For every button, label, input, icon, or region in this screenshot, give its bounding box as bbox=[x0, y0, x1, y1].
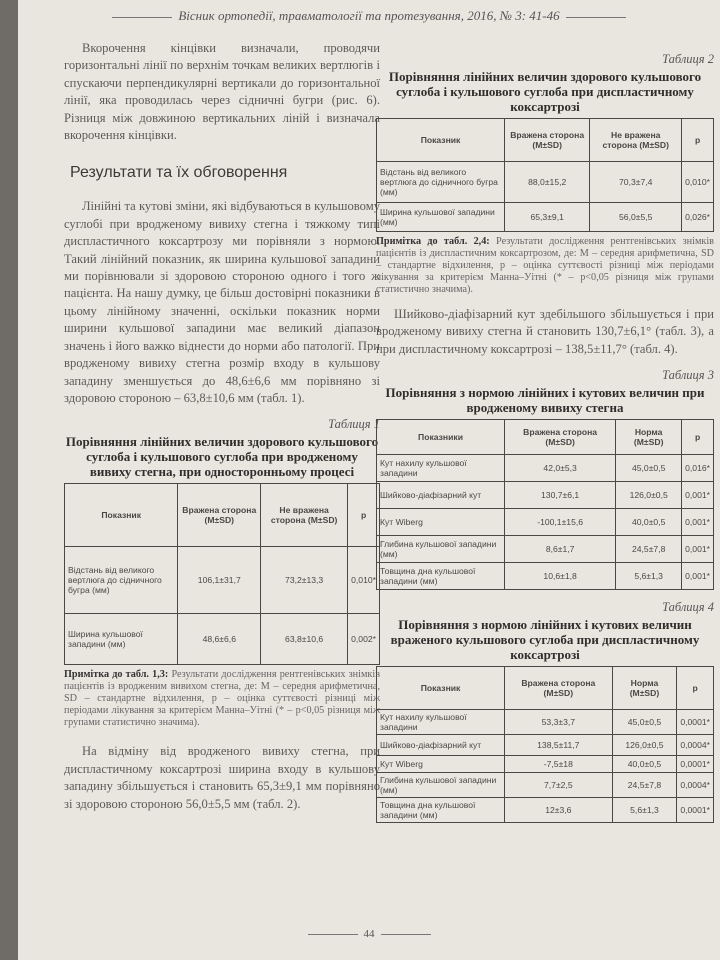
table-cell: 70,3±7,4 bbox=[590, 162, 682, 203]
journal-title: Вісник ортопедії, травматології та протезування, 2016, № 3: 41-46 bbox=[178, 8, 560, 23]
results-paragraph: Лінійні та кутові зміни, які відбуваються в кульшовому суглобі при вродженому вивиху стегна і тяжкому типі диспластичного коксартрозу ми порівняли з нормою. Такий лінійний показник, як ширина кульшової западини ми порівнювали зі здоровою стороною одного і того ж пацієнта. На нашу думку, це більш достовірні показники в цьому лінійному значенні, оскільки показник норми ширини кульшової западини має великий діапазон значень і його важко віднести до норми або патології. При вродженому вивиху стегна розмір входу в кульшову западину зменшується до 48,6±6,6 мм порівняно зі здоровою стороною – 63,8±10,6 мм (табл. 1). bbox=[64, 199, 380, 405]
table-cell: 42,0±5,3 bbox=[505, 455, 616, 482]
header-rule bbox=[112, 17, 172, 18]
table-cell: 0,0001* bbox=[677, 798, 714, 823]
table-header-cell: Вражена сторона (M±SD) bbox=[178, 484, 261, 547]
table3-title: Порівняння з нормою лінійних і кутових величин при вродженому вивиху стегна bbox=[385, 385, 705, 416]
table-cell: Товщина дна кульшової западини (мм) bbox=[377, 563, 505, 590]
table-cell: 88,0±15,2 bbox=[505, 162, 590, 203]
table-header-cell: p bbox=[348, 484, 380, 547]
table-cell: Глибина кульшової западини (мм) bbox=[377, 773, 505, 798]
table-cell: 106,1±31,7 bbox=[178, 547, 261, 614]
table-row bbox=[65, 547, 380, 614]
page-footer bbox=[18, 928, 720, 940]
table4-title: Порівняння з нормою лінійних і кутових величин враженого кульшового суглоба при диспластичному коксартрозі bbox=[390, 617, 700, 663]
table-cell: 5,6±1,3 bbox=[612, 798, 677, 823]
table1-note bbox=[64, 669, 380, 729]
table-cell: 8,6±1,7 bbox=[505, 536, 616, 563]
table-cell: 0,016* bbox=[682, 455, 714, 482]
table-cell: 24,5±7,8 bbox=[612, 773, 677, 798]
table-cell: -7,5±18 bbox=[505, 756, 613, 773]
table-header-cell: p bbox=[677, 667, 714, 710]
table-header-cell: Вражена сторона (M±SD) bbox=[505, 667, 613, 710]
table-header-cell: Вражена сторона (M±SD) bbox=[505, 119, 590, 162]
table4 bbox=[376, 666, 714, 823]
table-cell: 0,001* bbox=[682, 482, 714, 509]
table-cell: 0,010* bbox=[348, 547, 380, 614]
table-header-cell: Вражена сторона (M±SD) bbox=[505, 420, 616, 455]
table-cell: 0,001* bbox=[682, 536, 714, 563]
table-header-row bbox=[377, 420, 714, 455]
table-row bbox=[377, 482, 714, 509]
table1-label: Таблиця 1 bbox=[328, 417, 380, 432]
table-header-cell: Не вражена сторона (M±SD) bbox=[590, 119, 682, 162]
table-cell: 126,0±0,5 bbox=[616, 482, 682, 509]
table1-title: Порівняння лінійних величин здорового кульшового суглоба і кульшового суглоба при вродженому вивиху стегна, при односторонньому процесі bbox=[65, 434, 379, 480]
table-cell: Відстань від великого вертлюга до сідничного бугра (мм) bbox=[65, 547, 178, 614]
table-header-row bbox=[377, 119, 714, 162]
table-cell: 0,002* bbox=[348, 614, 380, 665]
table-cell: 53,3±3,7 bbox=[505, 710, 613, 735]
table-header-cell: Показник bbox=[377, 119, 505, 162]
table-cell: 0,0004* bbox=[677, 773, 714, 798]
note-label: Примітка до табл. 2,4: bbox=[376, 236, 490, 247]
journal-page bbox=[18, 0, 720, 960]
table-cell: 73,2±13,3 bbox=[261, 547, 348, 614]
table-cell: 63,8±10,6 bbox=[261, 614, 348, 665]
table-row bbox=[377, 798, 714, 823]
table-header-cell: Норма (M±SD) bbox=[612, 667, 677, 710]
table-cell: Ширина кульшової западини (мм) bbox=[65, 614, 178, 665]
table-cell: 10,6±1,8 bbox=[505, 563, 616, 590]
table-cell: Товщина дна кульшової западини (мм) bbox=[377, 798, 505, 823]
table2 bbox=[376, 118, 714, 232]
table-cell: -100,1±15,6 bbox=[505, 509, 616, 536]
running-header bbox=[18, 8, 720, 24]
table-row bbox=[377, 536, 714, 563]
table-cell: 0,001* bbox=[682, 563, 714, 590]
table-cell: 0,0001* bbox=[677, 756, 714, 773]
table-cell: 45,0±0,5 bbox=[612, 710, 677, 735]
table-header-cell: p bbox=[682, 119, 714, 162]
table-cell: 126,0±0,5 bbox=[612, 735, 677, 756]
table-row bbox=[377, 735, 714, 756]
table2-label: Таблиця 2 bbox=[662, 52, 714, 66]
table-cell: 40,0±0,5 bbox=[616, 509, 682, 536]
table4-label: Таблиця 4 bbox=[662, 600, 714, 615]
angle-paragraph: Шийково-діафізарний кут здебільшого збільшується і при вродженому вивиху стегна й становить 130,7±6,1° (табл. 3), а при диспластичному коксартрозі – 138,5±11,7° (табл. 4). bbox=[376, 307, 714, 356]
note-text: Результати дослідження рентгенівських знімків пацієнтів із вродженим вивихом стегна, де: M – середня арифметична, SD – стандартне відхилення, p – оцінка суттєвості різниці між періодами лікування за критерієм Манна–Уітні (* – p<0,05 різниця між групами статистично значима). bbox=[64, 669, 381, 729]
table-header-cell: p bbox=[682, 420, 714, 455]
table-row bbox=[377, 162, 714, 203]
table-cell: Кут Wiberg bbox=[377, 756, 505, 773]
table-row bbox=[65, 614, 380, 665]
table-row bbox=[377, 710, 714, 735]
table-cell: 45,0±0,5 bbox=[616, 455, 682, 482]
note-text: Результати дослідження рентгенівських знімків пацієнтів із диспластичним коксартрозом, де: M – середня арифметична, SD – стандартне відхилення, p – оцінка суттєвості різниці між періодами лікування за критерієм Манна–Уітні (* – p<0,05 різниця між групами статистично значима). bbox=[376, 236, 714, 295]
table3-label: Таблиця 3 bbox=[662, 368, 714, 383]
table-cell: 0,0001* bbox=[677, 710, 714, 735]
table-cell: Відстань від великого вертлюга до сідничного бугра (мм) bbox=[377, 162, 505, 203]
table-cell: Шийково-діафізарний кут bbox=[377, 482, 505, 509]
right-column bbox=[376, 52, 714, 823]
table-header-row bbox=[377, 667, 714, 710]
note-label: Примітка до табл. 1,3: bbox=[64, 669, 169, 681]
table-cell: 65,3±9,1 bbox=[505, 203, 590, 232]
table-cell: 24,5±7,8 bbox=[616, 536, 682, 563]
table-cell: 0,010* bbox=[682, 162, 714, 203]
table-header-cell: Показник bbox=[377, 667, 505, 710]
table-cell: 138,5±11,7 bbox=[505, 735, 613, 756]
table-row bbox=[377, 203, 714, 232]
table-cell: 40,0±0,5 bbox=[612, 756, 677, 773]
table-header-cell: Не вражена сторона (M±SD) bbox=[261, 484, 348, 547]
section-heading: Результати та їх обговорення bbox=[70, 164, 288, 182]
table-cell: 0,026* bbox=[682, 203, 714, 232]
table-header-cell: Норма (M±SD) bbox=[616, 420, 682, 455]
table1 bbox=[64, 483, 380, 665]
table-cell: Кут нахилу кульшової западини bbox=[377, 455, 505, 482]
table-cell: 0,0004* bbox=[677, 735, 714, 756]
table-cell: 12±3,6 bbox=[505, 798, 613, 823]
table-cell: 5,6±1,3 bbox=[616, 563, 682, 590]
table-cell: Ширина кульшової западини (мм) bbox=[377, 203, 505, 232]
page-number: 44 bbox=[363, 928, 375, 940]
table-row bbox=[377, 773, 714, 798]
footer-rule bbox=[308, 934, 358, 935]
table-cell: Глибина кульшової западини (мм) bbox=[377, 536, 505, 563]
table-cell: 48,6±6,6 bbox=[178, 614, 261, 665]
table-cell: 56,0±5,5 bbox=[590, 203, 682, 232]
table2-note bbox=[376, 236, 714, 296]
comparison-paragraph: На відміну від вродженого вивиху стегна, при диспластичному коксартрозі ширина входу в кульшову западину збільшується і становить 65,3±9,1 мм порівняно зі здоровою стороною 56,0±5,5 мм (табл. 2). bbox=[64, 744, 380, 811]
table-cell: 7,7±2,5 bbox=[505, 773, 613, 798]
table-header-cell: Показник bbox=[65, 484, 178, 547]
table2-title: Порівняння лінійних величин здорового кульшового суглоба і кульшового суглоба при диспластичному коксартрозі bbox=[388, 69, 702, 114]
header-rule bbox=[566, 17, 626, 18]
table-row bbox=[377, 563, 714, 590]
table-cell: Кут нахилу кульшової западини bbox=[377, 710, 505, 735]
table-header-row bbox=[65, 484, 380, 547]
table3 bbox=[376, 419, 714, 590]
table-cell: Шийково-діафізарний кут bbox=[377, 735, 505, 756]
left-column bbox=[64, 40, 380, 813]
table-row bbox=[377, 509, 714, 536]
footer-rule bbox=[381, 934, 431, 935]
table-row bbox=[377, 756, 714, 773]
table-cell: 0,001* bbox=[682, 509, 714, 536]
table-row bbox=[377, 455, 714, 482]
intro-paragraph: Вкорочення кінцівки визначали, проводячи горизонтальні лінії по верхнім точкам великих вертлюгів і спускаючи перпендикулярні вертикали до горизонтальної лінії, яка проводилась через сідничні бугри (рис. 6). Різниця між довжиною вертикальних ліній і визначала вкорочення кінцівки. bbox=[64, 41, 380, 143]
table-cell: Кут Wiberg bbox=[377, 509, 505, 536]
table-cell: 130,7±6,1 bbox=[505, 482, 616, 509]
table-header-cell: Показники bbox=[377, 420, 505, 455]
